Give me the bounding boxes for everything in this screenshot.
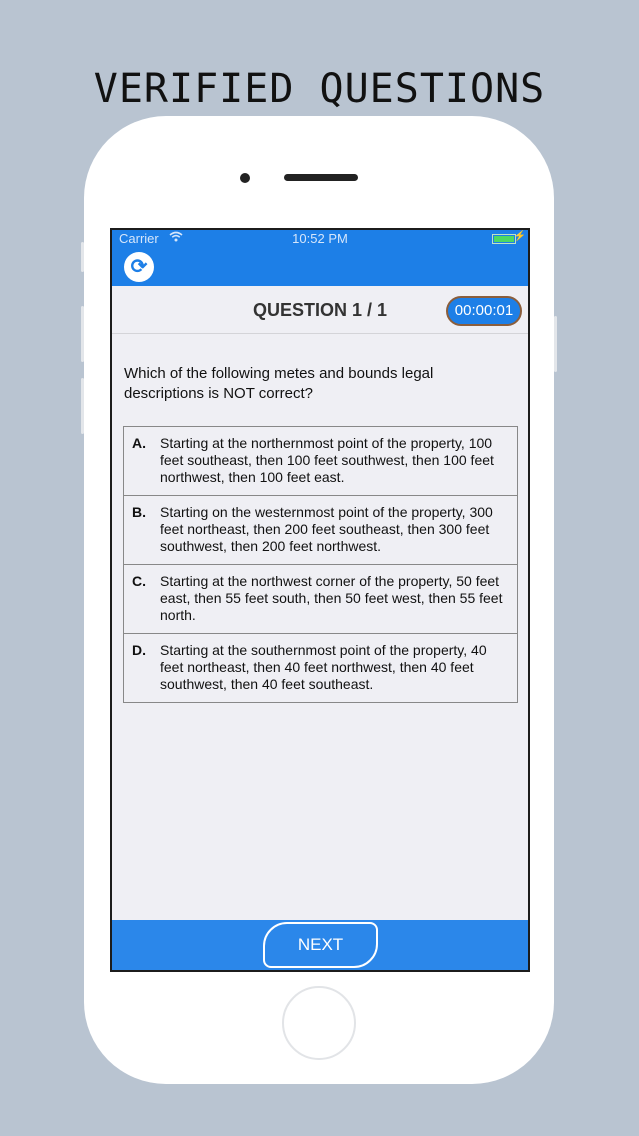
answer-option-d[interactable] [123, 633, 518, 703]
front-camera [240, 173, 250, 183]
status-bar [112, 230, 528, 248]
question-text: Which of the following metes and bounds legal descriptions is NOT correct? [124, 365, 434, 402]
question-counter: QUESTION 1 / 1 [252, 300, 388, 320]
home-button[interactable] [282, 986, 356, 1060]
option-letter: B. [132, 504, 146, 520]
charging-icon: ⚡ [513, 231, 526, 242]
option-letter: A. [132, 435, 146, 451]
option-text: Starting on the westernmost point of the property, 300 feet northeast, then 200 feet southeast, then 300 feet southwest, then 200 feet northwest. [160, 504, 493, 554]
answer-option-a[interactable] [123, 426, 518, 496]
battery-icon [492, 234, 516, 244]
answer-option-b[interactable] [123, 495, 518, 565]
volume-up-button [81, 306, 84, 362]
volume-down-button [81, 378, 84, 434]
mute-switch [81, 242, 84, 272]
phone-frame [84, 116, 554, 1084]
power-button [554, 316, 557, 372]
app-screen [110, 228, 530, 972]
option-text: Starting at the northernmost point of the property, 100 feet southeast, then 100 feet southwest, then 100 feet northwest, then 100 feet east. [160, 435, 494, 485]
app-bar [112, 248, 528, 286]
option-letter: D. [132, 642, 146, 658]
headline: VERIFIED QUESTIONS [93, 66, 546, 112]
question-header [112, 286, 528, 334]
refresh-icon[interactable]: ⟳ [124, 252, 154, 282]
carrier-label: Carrier [119, 231, 159, 246]
answer-options [123, 427, 518, 703]
status-time: 10:52 PM [292, 231, 348, 246]
timer-badge: 00:00:01 [446, 296, 522, 326]
option-text: Starting at the northwest corner of the property, 50 feet east, then 55 feet south, then 50 feet west, then 55 feet north. [160, 573, 503, 623]
next-button[interactable]: NEXT [263, 922, 378, 968]
earpiece-speaker [284, 174, 358, 181]
option-text: Starting at the southernmost point of the property, 40 feet northeast, then 40 feet northwest, then 40 feet southwest, then 40 feet southeast. [160, 642, 487, 692]
footer-bar [112, 920, 528, 970]
answer-option-c[interactable] [123, 564, 518, 634]
option-letter: C. [132, 573, 146, 589]
